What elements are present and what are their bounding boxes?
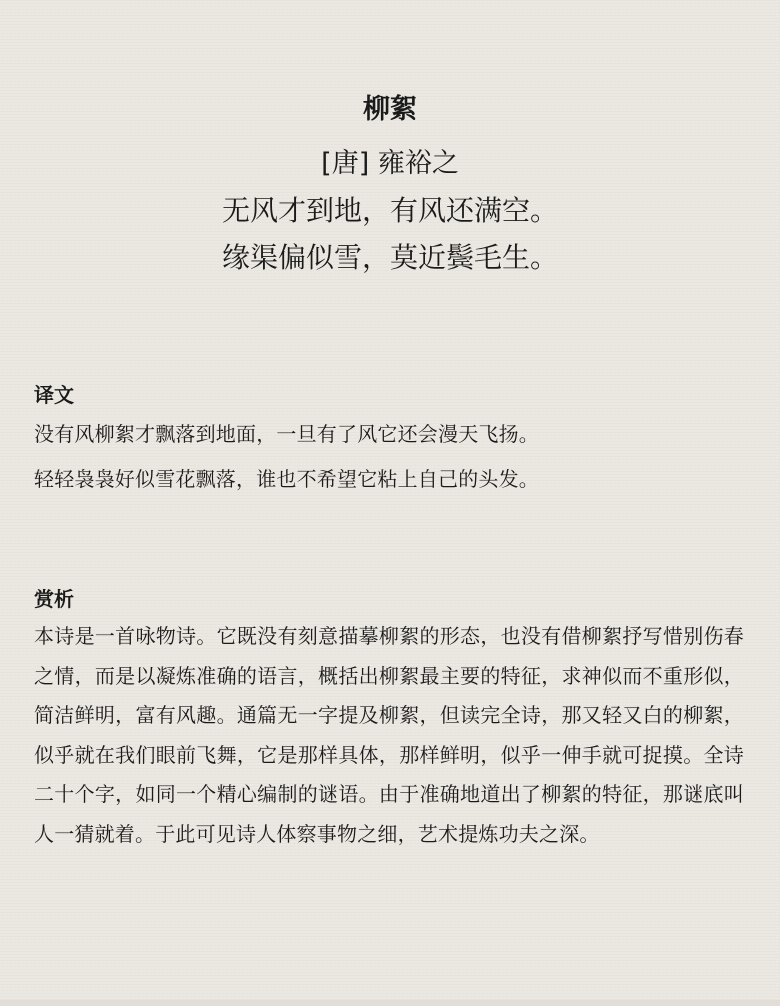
translation-body [34, 415, 744, 498]
poem-title: 柳絮 [363, 94, 417, 125]
translation-paragraph: 没有风柳絮才飘落到地面，一旦有了风它还会漫天飞扬。 [34, 422, 539, 446]
appreciation-body: 本诗是一首咏物诗。它既没有刻意描摹柳絮的形态，也没有借柳絮抒写惜别伤春之情，而是以凝炼准确的语言，概括出柳絮最主要的特征，求神似而不重形似，简洁鲜明，富有风趣。通篇无一字提及柳絮，但读完全诗，那又轻又白的柳絮，似乎就在我们眼前飞舞，它是那样具体，那样鲜明，似乎一伸手就可捉摸。全诗二十个字，如同一个精心编制的谜语。由于准确地道出了柳絮的特征，那谜底叫人一猜就着。于此可见诗人体察事物之细，艺术提炼功夫之深。 [34, 624, 744, 846]
translation-heading: 译文 [34, 383, 74, 407]
poem-line: 无风才到地，有风还满空。 [221, 194, 558, 227]
poem-line: 缘渠偏似雪，莫近鬓毛生。 [221, 241, 558, 274]
translation-paragraph: 轻轻袅袅好似雪花飘落，谁也不希望它粘上自己的头发。 [34, 467, 539, 491]
appreciation-heading: 赏析 [34, 587, 74, 611]
bottom-strip [0, 1000, 780, 1006]
translation-section [34, 381, 744, 498]
poem-author: [唐] 雍裕之 [321, 148, 459, 179]
poem-block [0, 92, 780, 276]
appreciation-section [34, 585, 744, 854]
